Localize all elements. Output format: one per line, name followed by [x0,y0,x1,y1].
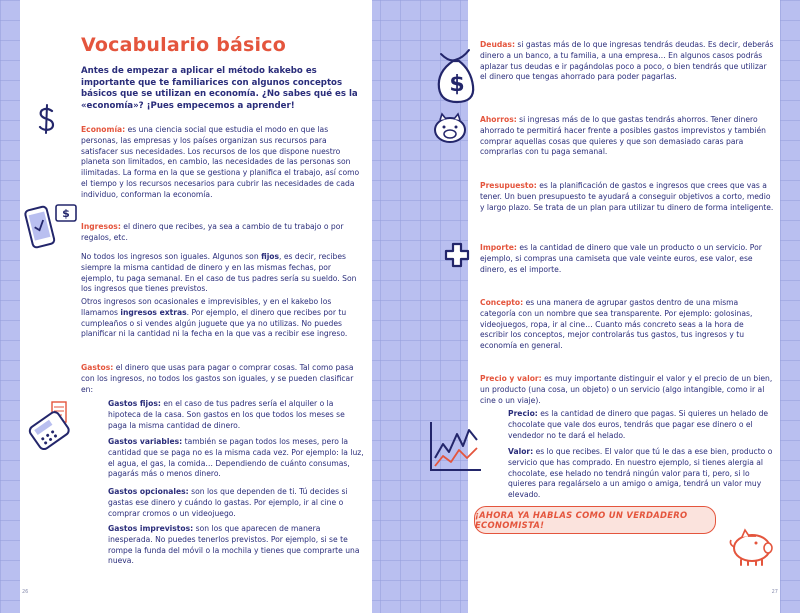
definition-gastos-imprevistos: Gastos imprevistos: son los que aparecen de manera inesperada. No puedes tenerlos previstos. Por ejemplo, si se te rompe la funda del móvil o la mochila y tienes que comprarte una nueva. [108,524,360,566]
definition-gastos-variables: Gastos variables: también se pagan todos los meses, pero la cantidad que se paga no es la misma cada vez. Por ejemplo: la luz, el agua, el gas, la comida… Dependiendo de cuánto consumas, pagarás más o menos dinero. [108,437,364,479]
card-terminal-icon [23,400,79,452]
definition-ingresos: Ingresos: el dinero que recibes, ya sea a cambio de tu trabajo o por regalos, etc. [81,222,344,242]
ingresos-extras-paragraph: Otros ingresos son ocasionales e imprevisibles, y en el kakebo los llamamos ingresos extras. Por ejemplo, el dinero que recibes por tu cumpleaños o si vendes algún juguete que ya no utilizas. No puedes planificar ni la cantidad ni la fecha en la que vas a recibir ese ingreso. [81,297,348,339]
definition-ahorros: Ahorros: si ingresas más de lo que gastas tendrás ahorros. Tener dinero ahorrado te permitirá hacer frente a posibles gastos imprevistos y también comprar aquellas cosas que quieres y que son demasiado caras para comprarlas con tu paga semanal. [480,115,766,157]
definition-precio-valor: Precio y valor: es muy importante distinguir el valor y el precio de un bien, un producto (una cosa, un objeto) o un servicio (algo intangible, como ir al cine o un viaje). [480,374,773,405]
definition-gastos-opcionales: Gastos opcionales: son los que dependen de ti. Tú decides si gastas ese dinero y cuándo lo gastas. Por ejemplo, ir al cine o comprar cromos o un videojuego. [108,487,348,518]
definition-economia: Economía: es una ciencia social que estudia el modo en que las personas, las empresas y los países organizan sus recursos para satisfacer sus necesidades. Los recursos de los que dispone nuestro planeta son limitados, en cambio, las necesidades de las personas son ilimitadas. La forma en la que se gestiona y planifica el trabajo, así como el tiempo y los recursos necesarios para cubrir las necesidades de cada individuo, conforman la economía. [81,125,360,199]
piggy-bank-icon [726,527,778,567]
smartphone-dollar-icon [23,202,79,252]
stock-chart-icon [425,418,483,476]
definition-concepto: Concepto: es una manera de agrupar gastos dentro de una misma categoría con un nombre que sea transparente. Por ejemplo: golosinas, videojuegos, ropa, ir al cine… Cuanto más concreto seas a la hora de escribir los conceptos, mejor controlarás tus gastos, tus ingresos y tu economía en general. [480,298,753,350]
definition-importe: Importe: es la cantidad de dinero que vale un producto o un servicio. Por ejemplo, si compras una camiseta que vale veinte euros, ese valor, ese dinero, es el importe. [480,243,762,274]
page-title: Vocabulario básico [81,34,286,56]
plus-cross-icon [444,242,470,268]
right-page [468,0,780,613]
term-gastos: Gastos: [81,363,114,372]
definition-deudas: Deudas: si gastas más de lo que ingresas tendrás deudas. Es decir, deberás dinero a un banco, a tu familia, a una empresa… En algunos casos podrás aplazar tus deudas e ir pagándolas poco a poco, o bien tendrás que utilizar el dinero que tengas ahorrado para poder pagarlas. [480,40,774,82]
term-ahorros: Ahorros: [480,115,517,124]
closing-banner: ¡AHORA YA HABLAS COMO UN VERDADERO ECONOMISTA! [474,506,716,534]
term-precio-valor: Precio y valor: [480,374,542,383]
term-concepto: Concepto: [480,298,524,307]
definition-valor: Valor: es lo que recibes. El valor que tú le das a ese bien, producto o servicio que has comprado. En nuestro ejemplo, si tienes alergia al chocolate, ese helado no tendrá ningún valor para ti, pero, si lo quieres para regalárselo a un amigo o amiga, tendrá un valor muy elevado. [508,447,773,499]
term-economia: Economía: [81,125,126,134]
definition-precio: Precio: es la cantidad de dinero que pagas. Si quieres un helado de chocolate que vale dos euros, tendrás que pagar ese dinero o el vendedor no te dará el helado. [508,409,769,440]
piggy-bank-face-icon [431,112,469,146]
definition-gastos-fijos: Gastos fijos: en el caso de tus padres sería el alquiler o la hipoteca de la casa. Son gastos en los que todos los meses se paga la misma cantidad de dinero. [108,399,345,430]
term-presupuesto: Presupuesto: [480,181,537,190]
money-bag-icon [433,46,479,106]
svg-text:$: $ [449,72,465,97]
dollar-sign-icon [34,104,60,134]
intro-paragraph: Antes de empezar a aplicar el método kakebo es importante que te familiarices con algunos conceptos básicos que se utilizan en economía. ¿No sabes qué es la «economía»? ¡Pues empecemos a aprender! [81,66,358,112]
ingresos-fijos-paragraph: No todos los ingresos son iguales. Algunos son fijos, es decir, recibes siempre la misma cantidad de dinero y en las mismas fechas, por ejemplo, tu paga semanal. En el caso de tus padres sería su sueldo. Son los ingresos que tienes previstos. [81,252,357,294]
term-ingresos: Ingresos: [81,222,121,231]
definition-gastos: Gastos: el dinero que usas para pagar o comprar cosas. Tal como pasa con los ingresos, no todos los gastos son iguales, y se pueden clasificar en: [81,363,354,394]
term-deudas: Deudas: [480,40,515,49]
term-importe: Importe: [480,243,517,252]
svg-text:$: $ [62,207,70,220]
definition-presupuesto: Presupuesto: es la planificación de gastos e ingresos que crees que vas a tener. Un buen presupuesto te ayudará a conseguir objetivos a corto, medio y largo plazo. Se trata de un plan para utilizar tu dinero de forma inteligente. [480,181,774,212]
page-number-left: 26 [22,589,29,595]
left-page [20,0,372,613]
page-number-right: 27 [771,589,778,595]
